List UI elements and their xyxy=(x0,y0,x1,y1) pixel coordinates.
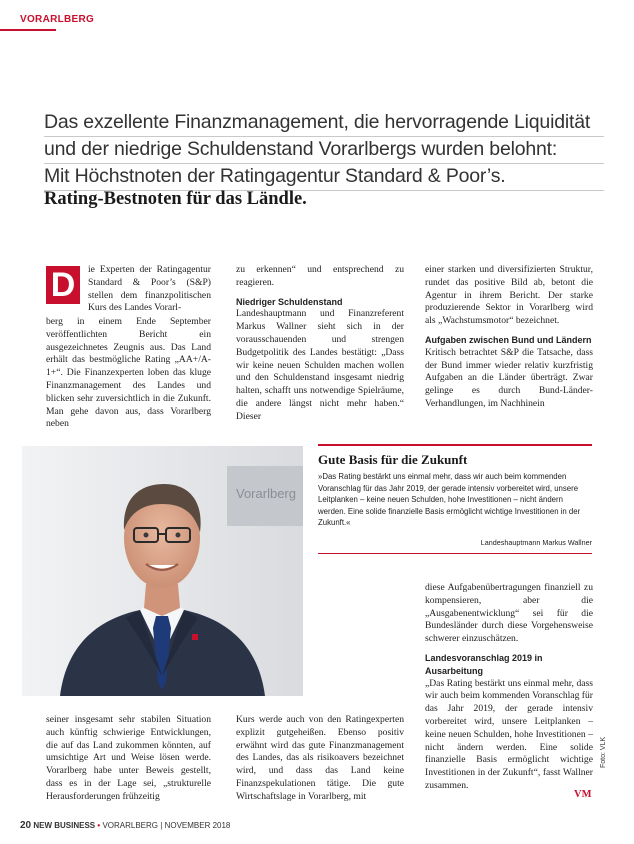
column-3-text: einer starken und diversifizierten Struktur, rundet das positive Bild ab, betont die Agentur in ihrem Bericht. Der starke produzierende Sektor in Vorarlberg wird als „Wachstumsmotor“ bezeichnet. xyxy=(425,264,593,327)
photo-credit: Foto: VLK xyxy=(600,736,607,768)
column-2-text: zu erkennen“ und entsprechend zu reagieren. xyxy=(236,264,404,288)
headline-line-1: Das exzellente Finanzmanagement, die hervorragende Liquidität xyxy=(44,110,604,137)
column-1-top xyxy=(46,316,211,431)
column-3-bottom-text-2: „Das Rating bestärkt uns einmal mehr, dass wir auch beim kommenden Voranschlag für das Jahr 2019, der gerade intensiv vorbereitet wird, unsere Leitplanken – keine neuen Schulden, hohe Investitionen – nicht ändern werden. Eine solide finanzielle Basis ermöglicht wichtige Investitionen in der Zukunft“, fasst Wallner zusammen. xyxy=(425,677,593,791)
column-1-bottom-text: seiner insgesamt sehr stabilen Situation auch künftig schwierige Entwicklungen, die auf das Land zukommen könnten, auf umsichtige Art und Weise lösen werde. Vorarlberg habe unter Beweis gestellt, dass es in der Lage sei, „strukturelle Herausforderungen frühzeitig xyxy=(46,714,211,802)
footer-separator: • xyxy=(97,821,101,830)
quote-box-bottom-rule xyxy=(318,553,592,554)
column-3-bottom-subhead: Landesvoranschlag 2019 in Ausarbeitung xyxy=(425,652,543,676)
page-footer xyxy=(20,820,230,831)
quote-heading: Gute Basis für die Zukunft xyxy=(318,452,468,467)
portrait-illustration xyxy=(22,446,303,696)
column-1-text: berg in einem Ende September veröffentlichten Bericht ein ausgezeichnetes Zeugnis aus. Das Land erhält das bestmögliche Rating „AA+/A-1+“. Die Finanzexperten loben das kluge Finanzmanagement des Landes und blicken sehr zuversichtlich in die Zukunft. Man gehe davon aus, dass Vorarlberg neben xyxy=(46,316,211,430)
column-1-intro xyxy=(88,264,211,315)
column-3-top xyxy=(425,264,593,411)
article-title: Rating-Bestnoten für das Ländle. xyxy=(44,189,307,209)
footer-section: VORARLBERG xyxy=(102,821,159,830)
photo-background-sign: Vorarlberg xyxy=(236,486,296,501)
quote-text: »Das Rating bestärkt uns einmal mehr, dass wir auch beim kommenden Voranschlag für das Jahr 2019, der gerade intensiv vorbereitet wird, unsere Leitplanken – keine neuen Schulden, hohe Investitionen – nicht ändern werden. Eine solide finanzielle Basis ermöglicht wichtige Investitionen in der Zukunft.« xyxy=(318,472,581,527)
column-1-intro-text: ie Experten der Ratingagentur Standard & Poor’s (S&P) stellen dem finanzpolitischen Kurs des Landes Vorarl- xyxy=(88,264,211,314)
column-3-bottom-text: diese Aufgabenübertragungen finanziell zu kompensieren, aber die „Ausgabenentwicklung“ sei für die Bundesländer durch diese Vorgehensweise schwerer einzuschätzen. xyxy=(425,582,593,645)
column-1-bottom xyxy=(46,714,211,804)
quote-attribution: Landeshauptmann Markus Wallner xyxy=(480,538,592,547)
headline-line-3: Mit Höchstnoten der Ratingagentur Standard & Poor’s. xyxy=(44,164,604,191)
column-3-bottom xyxy=(425,582,593,793)
footer-divider: | xyxy=(160,821,163,830)
quote-box-top-rule xyxy=(318,444,592,446)
author-signature: VM xyxy=(574,789,592,800)
section-tag: VORARLBERG xyxy=(20,14,95,25)
column-2-subhead: Niedriger Schuldenstand xyxy=(236,296,343,307)
column-2-bottom-text: Kurs werde auch von den Ratingexperten explizit gutgeheißen. Ebenso positiv erwähnt wird das gute Finanzmanagement des Landes, das als risikoavers bezeichnet wird, und dass das Land keine Finanzspekulationen tätige. Die gute Wirtschaftslage in Vorarlberg, mit xyxy=(236,714,404,802)
footer-issue: NOVEMBER 2018 xyxy=(164,821,231,830)
column-3-subhead: Aufgaben zwischen Bund und Ländern xyxy=(425,334,592,345)
column-3-text-2: Kritisch betrachtet S&P die Tatsache, dass der Bund immer wieder relativ kurzfristig Aufgaben an die Länder überträgt. Zwar gelinge es durch Bund-Länder-Verhandlungen, im Nachhinein xyxy=(425,346,593,409)
column-2-text-2: Landeshauptmann und Finanzreferent Markus Wallner sieht sich in der vorausschauenden und strengen Budgetpolitik des Landes bestätigt: „Dass wir keine neuen Schulden machen wollen und den Schuldenstand insgesamt niedrig halten, schafft uns notwendige Spielräume, die andere längst nicht mehr haben.“ Dieser xyxy=(236,308,404,422)
column-2-bottom xyxy=(236,714,404,804)
magazine-brand: NEW BUSINESS xyxy=(33,821,96,830)
headline xyxy=(44,110,604,191)
headline-line-2: und der niedrige Schuldenstand Vorarlbergs wurden belohnt: xyxy=(44,137,604,164)
portrait-photo xyxy=(22,446,303,696)
section-tag-rule xyxy=(0,29,56,31)
drop-cap: D xyxy=(46,266,80,304)
column-2-top xyxy=(236,264,404,424)
page-number: 20 xyxy=(20,820,32,831)
